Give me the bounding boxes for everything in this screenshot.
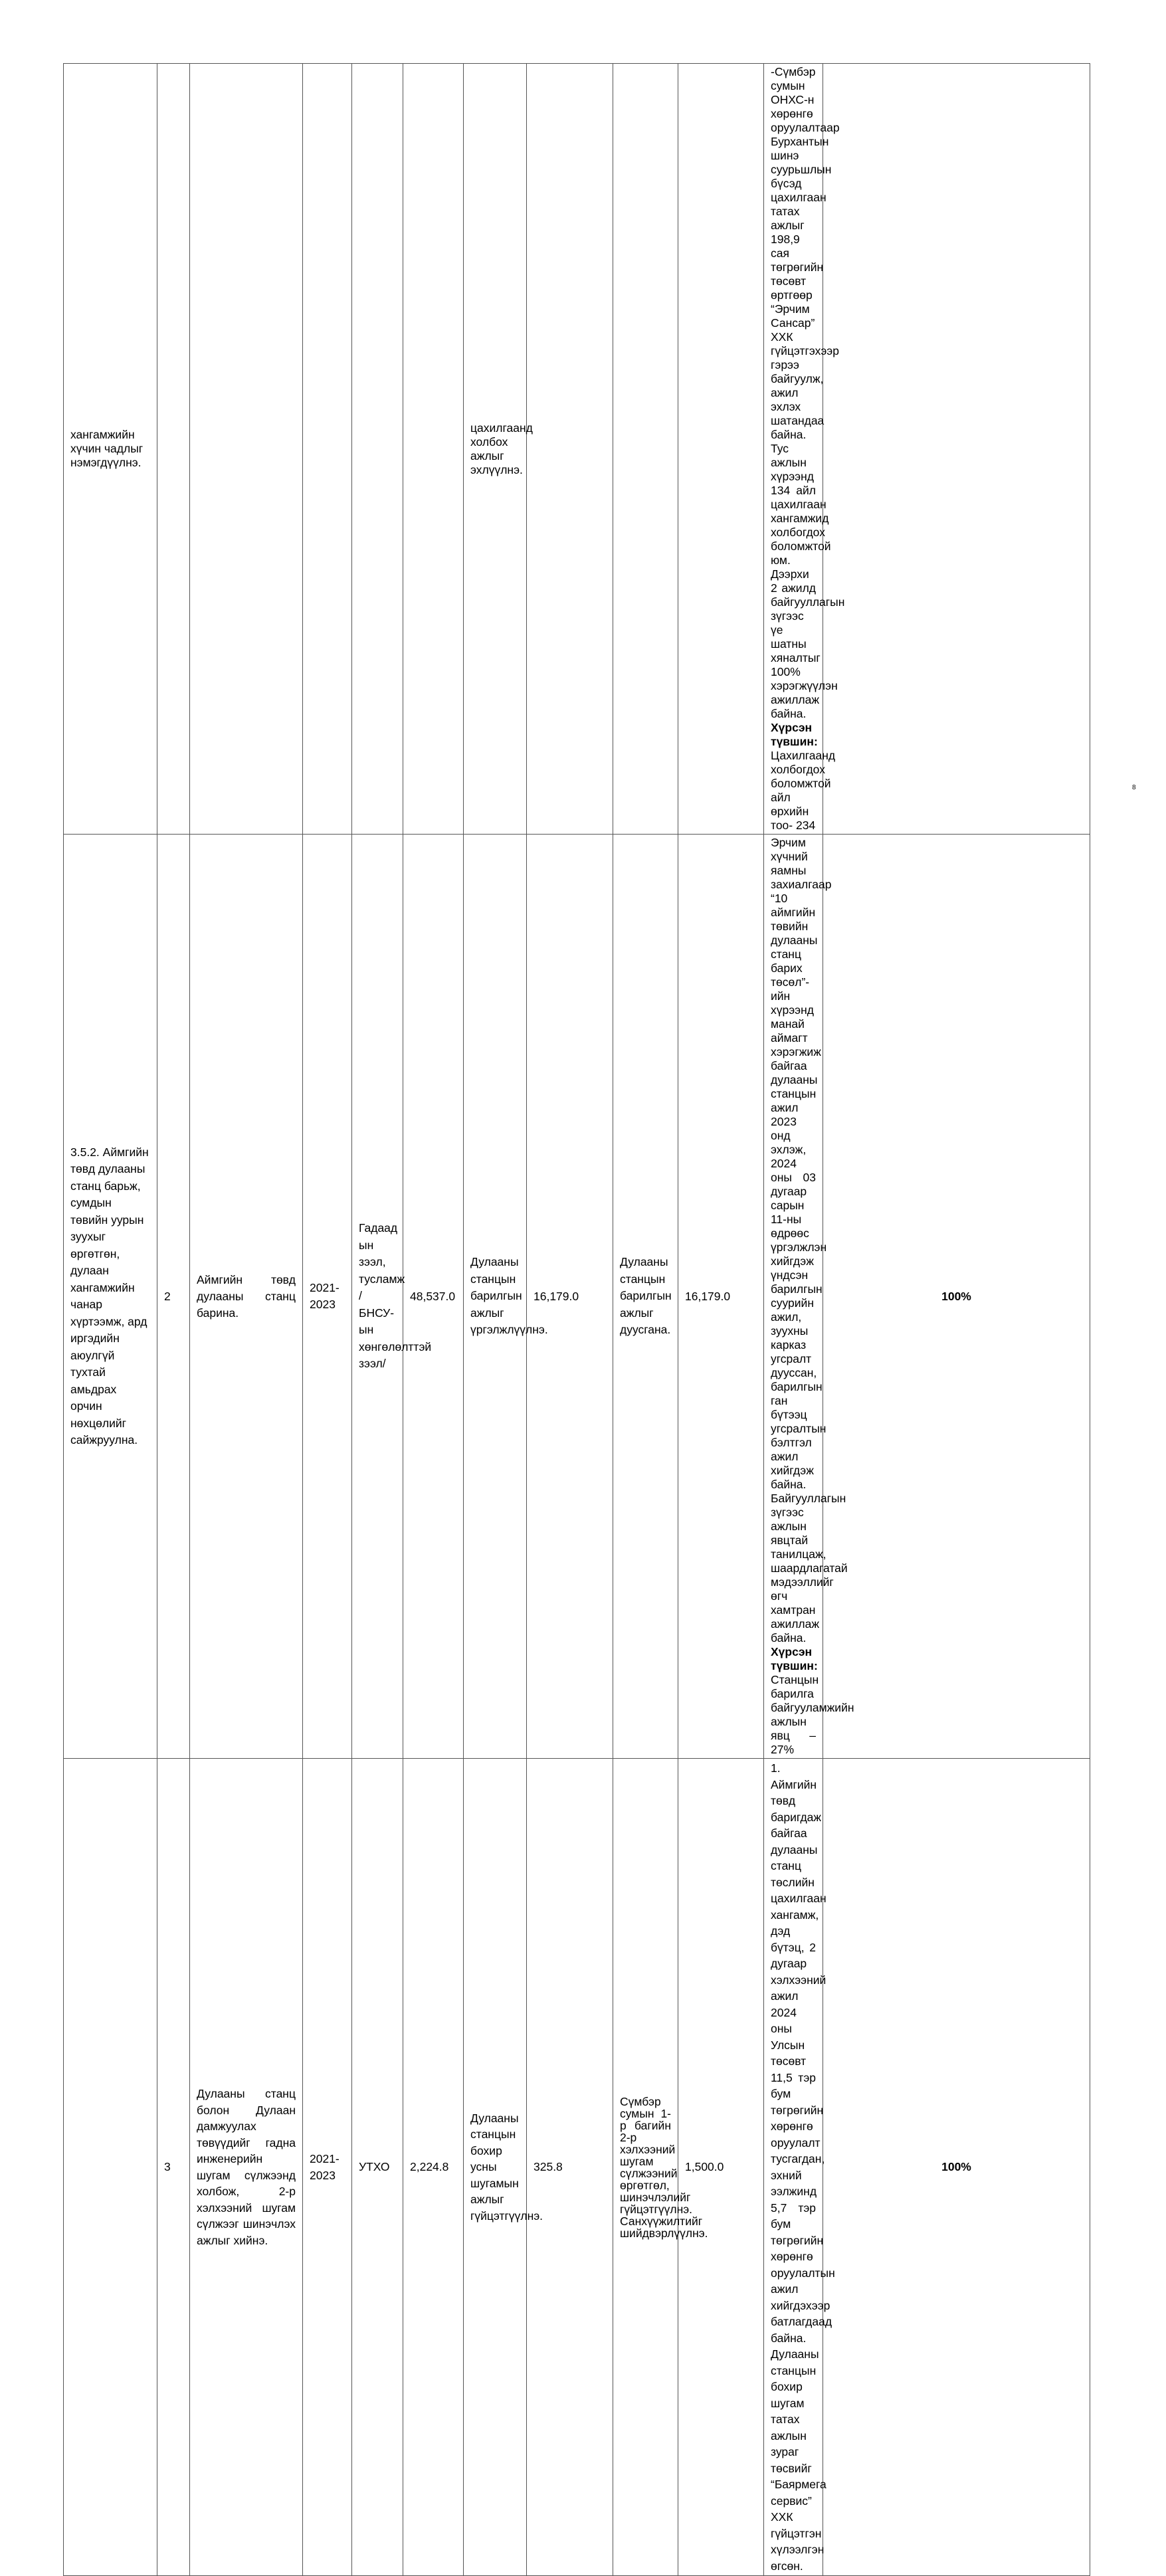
source-cell: УТХО: [352, 1759, 403, 2576]
report-cell: [764, 835, 854, 1759]
report-paragraph: Дулааны станцын бохир шугам татах ажлын зураг төсвийг “Баярмега сервис” ХХК гүйцэтгэн хүлээлгэн өгсөн.: [771, 2347, 826, 2573]
value-cell: 325.8: [527, 1759, 613, 2576]
achieved-level: [771, 1645, 854, 1757]
value-cell: [678, 64, 764, 835]
source-cell: Гадаад ын зээл, тусламж /БНСУ-ын хөнгөлөлттэй зээл/: [352, 835, 403, 1759]
expected-cell: Дулааны станцын барилгын ажлыг үргэлжлүүлнэ.: [464, 835, 527, 1759]
table-row: [64, 64, 1142, 835]
number-cell: 2: [157, 835, 190, 1759]
period-cell: 2021-2023: [303, 835, 352, 1759]
result-cell: [823, 64, 1090, 835]
number-cell: 3: [157, 1759, 190, 2576]
report-paragraph: Эрчим хүчний яамны захиалгаар “10 аймгийн төвийн дулааны станц барих төсөл”-ийн хүрээнд манай аймагт хэрэгжиж байгаа дулааны станцын ажил 2023 онд эхлэж, 2024 оны 03 дугаар сарын 11-ны өдрөөс үргэлжлэн хийгдэж үндсэн барилгын суурийн ажил, зуухны карказ угсралт дууссан, барилгын ган бүтээц угсралтын бэлтгэл ажил хийгдэж байна. Байгууллагын зүгээс ажлын явцтай танилцаж, шаардлагатай мэдээллийг өгч хамтран ажиллаж байна.: [771, 836, 848, 1644]
goal-cell: [64, 1759, 157, 2576]
achieved-level-text: Станцын барилга байгууламжийн ажлын явц – 27%: [771, 1673, 854, 1756]
period-cell: 2021-2023: [303, 1759, 352, 2576]
goal-cell: 3.5.2. Аймгийн төвд дулааны станц барьж, сумдын төвийн уурын зуухыг өргөтгөн, дулаан хангамжийн чанар хүртээмж, ард иргэдийн аюулгүй тухтай амьдрах орчин нөхцөлийг сайжруулна.: [64, 835, 157, 1759]
expected-cell: Дулааны станцын бохир усны шугамын ажлыг гүйцэтгүүлнэ.: [464, 1759, 527, 2576]
value-cell: 1,500.0: [678, 1759, 764, 2576]
page-number: 8: [1132, 784, 1136, 791]
done-cell: [613, 64, 678, 835]
done-cell: Дулааны станцын барилгын ажлыг дуусгана.: [613, 835, 678, 1759]
activity-cell: [190, 64, 303, 835]
achieved-level-text: Цахилгаанд холбогдох боломжтой айл өрхийн тоо- 234: [771, 749, 836, 832]
report-table: [63, 63, 1142, 2576]
result-cell: 100%: [823, 835, 1090, 1759]
goal-cell: хангамжийн хүчин чадлыг нэмэгдүүлнэ.: [64, 64, 157, 835]
number-cell: [157, 64, 190, 835]
report-paragraph: Дээрхи 2 ажилд байгууллагын зүгээс үе шатны хяналтыг 100% хэрэгжүүлэн ажиллаж байна.: [771, 567, 845, 720]
activity-cell: Дулааны станц болон Дулаан дамжуулах төвүүдийг гадна инженерийн шугам сүлжээнд холбож, 2-р хэлхээний шугам сүлжээг шинэчлэх ажлыг хийнэ.: [190, 1759, 303, 2576]
achieved-level-label: Хүрсэн түвшин:: [771, 721, 818, 748]
value-cell: 16,179.0: [527, 835, 613, 1759]
achieved-level-label: Хүрсэн түвшин:: [771, 1645, 818, 1672]
report-paragraph: -Сүмбэр сумын ОНХС-н хөрөнгө оруулалтаар Бурхантын шинэ суурьшлын бүсэд цахилгаан татах ажлыг 198,9 сая төгрөгийн төсөвт өртгөөр “Эрчим Сансар” ХХК гүйцэтгэхээр гэрээ байгуулж, ажил эхлэх шатандаа байна. Тус ажлын хүрээнд 134 айл цахилгаан хангамжид холбогдох боломжтой юм.: [771, 65, 840, 567]
amount-cell: [403, 64, 464, 835]
table-row: [64, 1759, 1142, 2576]
report-cell: [764, 64, 845, 835]
amount-cell: 48,537.0: [403, 835, 464, 1759]
amount-cell: 2,224.8: [403, 1759, 464, 2576]
table-row: [64, 835, 1142, 1759]
source-cell: [352, 64, 403, 835]
report-paragraph: 1. Аймгийн төвд баригдаж байгаа дулааны станц төслийн цахилгаан хангамж, дэд бүтэц, 2 дугаар хэлхээний ажил 2024 оны Улсын төсөвт 11,5 тэр бум төгрөгийн хөрөнгө оруулалт тусгагдан, эхний ээлжинд 5,7 тэр бум төгрөгийн хөрөнгө оруулалтын ажил хийгдэхээр батлагдаад байна.: [771, 1761, 835, 2345]
result-cell: 100%: [823, 1759, 1090, 2576]
period-cell: [303, 64, 352, 835]
value-cell: [527, 64, 613, 835]
expected-cell: цахилгаанд холбох ажлыг эхлүүлнэ.: [464, 64, 527, 835]
report-cell: [764, 1759, 835, 2576]
value-cell: 16,179.0: [678, 835, 764, 1759]
activity-cell: Аймгийн төвд дулааны станц барина.: [190, 835, 303, 1759]
achieved-level: [771, 721, 836, 833]
done-cell: Сүмбэр сумын 1-р багийн 2-р хэлхээний шугам сүлжээний өргөтгөл, шинэчлэлийг гүйцэтгүүлнэ. Санхүүжилтийг шийдвэрлүүлнэ.: [613, 1759, 678, 2576]
